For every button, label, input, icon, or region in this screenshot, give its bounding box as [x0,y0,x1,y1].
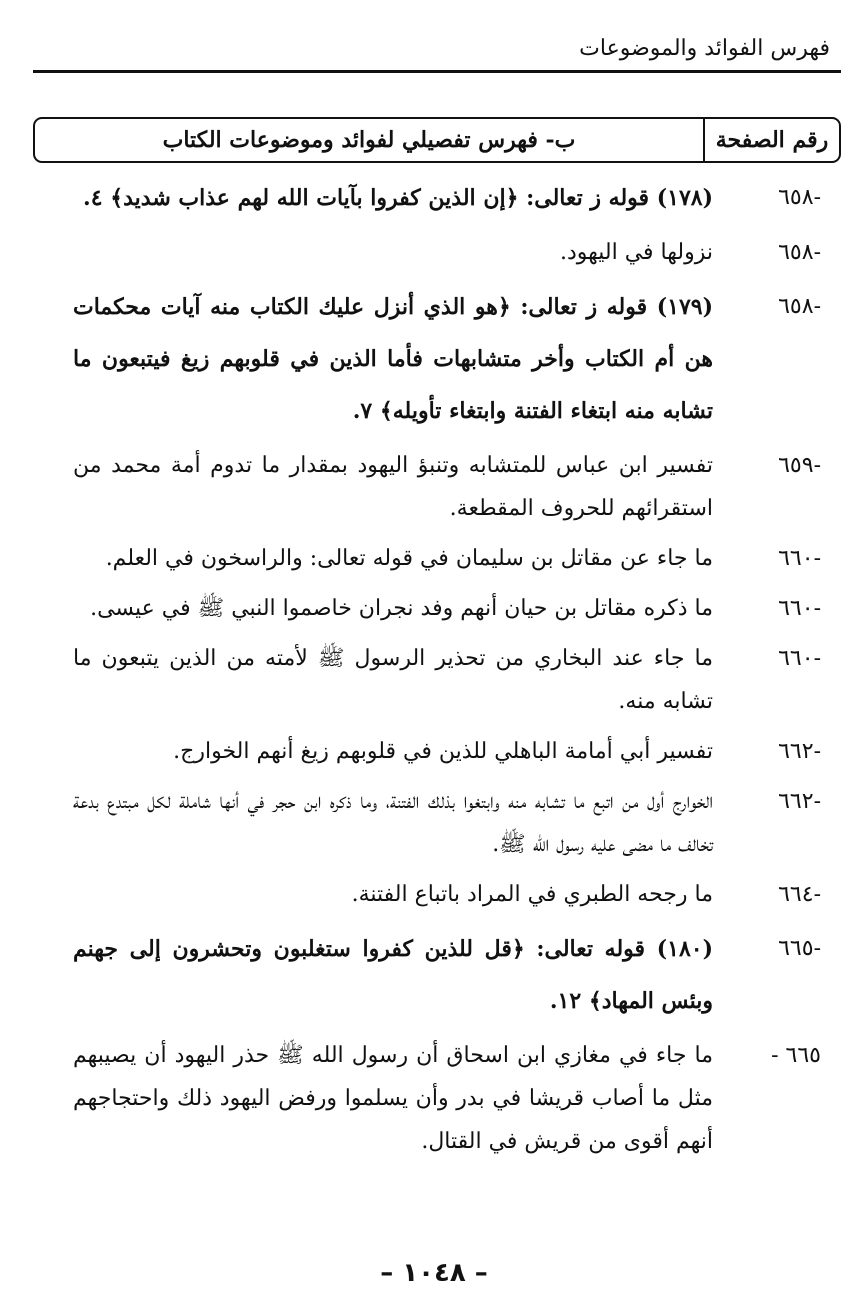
index-entry [0,537,868,580]
entry-text: (١٧٩) قوله ز تعالى: ﴿هو الذي أنزل عليك الكتاب منه آيات محكمات هن أم الكتاب وأخر متشابهات فأما الذين في قلوبهم زيغ فيتبعون ما تشابه منه ابتغاء الفتنة وابتغاء تأويله﴾ ٧. [73,294,713,424]
entry-page-number: -٦٥٨ [778,294,821,319]
index-entry [0,780,868,866]
entry-text: ما رجحه الطبري في المراد باتباع الفتنة. [351,882,713,907]
entry-page-number: -٦٦٠ [778,596,821,621]
running-head: فهرس الفوائد والموضوعات [579,36,830,61]
index-entry [0,637,868,723]
index-entry [0,923,868,1027]
index-entry [0,281,868,437]
index-entries [0,172,868,1170]
page-column-header: رقم الصفحة [703,119,839,161]
entry-text: تفسير أبي أمامة الباهلي للذين في قلوبهم زيغ أنهم الخوارج. [173,739,713,764]
entry-page-number: -٦٦٠ [778,646,821,671]
entry-text: (١٨٠) قوله تعالى: ﴿قل للذين كفروا ستغلبون وتحشرون إلى جهنم وبئس المهاد﴾ ١٢. [73,936,713,1014]
entry-text: ما ذكره مقاتل بن حيان أنهم وفد نجران خاصموا النبي ﷺ في عيسى. [90,596,713,621]
entry-page-number: -٦٦٥ [778,936,821,961]
index-entry [0,172,868,224]
entry-text: تفسير ابن عباس للمتشابه وتنبؤ اليهود بمقدار ما تدوم أمة محمد من استقرائهم للحروف المقطعة. [73,453,713,521]
index-entry [0,231,868,274]
index-entry [0,873,868,916]
index-title: ب- فهرس تفصيلي لفوائد وموضوعات الكتاب [162,127,576,153]
entry-text: ما جاء في مغازي ابن اسحاق أن رسول الله ﷺ حذر اليهود أن يصيبهم مثل ما أصاب قريشا في بدر وأن يسلموا ورفض اليهود ذلك واحتجاجهم أنهم أقوى من قريش في القتال. [73,1043,713,1154]
entry-text: (١٧٨) قوله ز تعالى: ﴿إن الذين كفروا بآيات الله لهم عذاب شديد﴾ ٤. [83,185,713,211]
index-entry [0,587,868,630]
entry-page-number: -٦٥٨ [778,240,821,265]
entry-page-number: -٦٥٩ [778,453,821,478]
index-entry [0,444,868,530]
entry-text: نزولها في اليهود. [559,240,713,265]
index-entry [0,1034,868,1163]
entry-text: ما جاء عن مقاتل بن سليمان في قوله تعالى: والراسخون في العلم. [105,546,713,571]
page-number: – ١٠٤٨ – [380,1258,488,1288]
index-entry [0,730,868,773]
index-table-header [33,117,841,163]
header-rule [33,70,841,73]
entry-page-number: -٦٦٤ [778,882,821,907]
entry-text: ما جاء عند البخاري من تحذير الرسول ﷺ لأمته من الذين يتبعون ما تشابه منه. [73,646,713,714]
entry-text: الخوارج أول من اتبع ما تشابه منه وابتغوا بذلك الفتنة، وما ذكره ابن حجر في أنها شاملة لكل مبتدع بدعة تخالف ما مضى عليه رسول الله ﷺ. [73,789,713,857]
entry-page-number: -٦٦٢ [778,789,821,814]
entry-page-number: ٦٦٥ - [771,1043,821,1068]
entry-page-number: -٦٥٨ [778,185,821,210]
entry-page-number: -٦٦٠ [778,546,821,571]
entry-page-number: -٦٦٢ [778,739,821,764]
